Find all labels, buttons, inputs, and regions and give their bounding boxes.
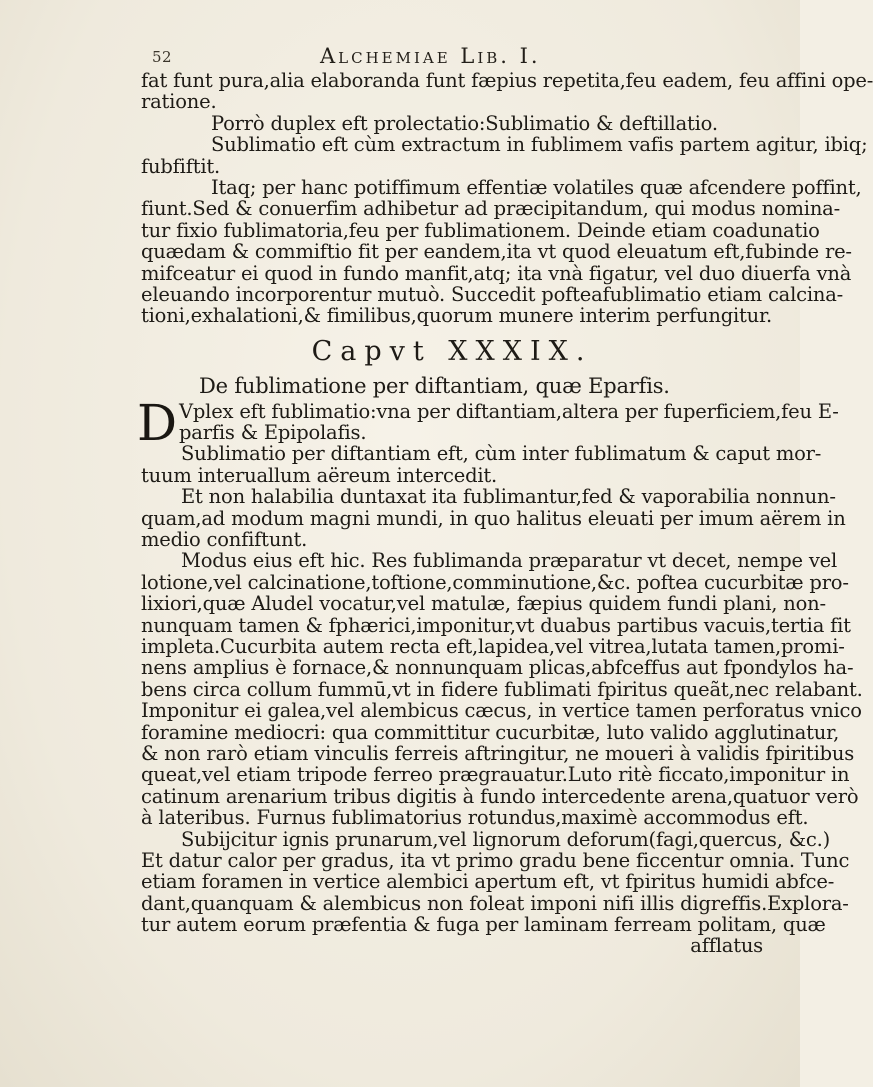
text-line: fubfiftit. — [141, 154, 221, 178]
text-line: Sublimatio per diftantiam eft, cùm inter fublimatum & caput mor- — [181, 442, 822, 466]
intro-paragraphs — [141, 69, 873, 328]
text-line: Subijcitur ignis prunarum,vel lignorum deforum(fagi,quercus, &c.) — [181, 827, 831, 851]
drop-cap: D — [137, 393, 177, 452]
text-line: Et datur calor per gradus, ita vt primo gradu bene ficcentur omnia. Tunc — [141, 848, 850, 872]
text-line: medio confiftunt. — [141, 528, 308, 552]
text-line: lixiori,quæ Aludel vocatur,vel matulæ, fæpius quidem fundi plani, non- — [141, 592, 826, 616]
text-line: Et non halabilia duntaxat ita fublimantur,fed & vaporabilia nonnun- — [181, 485, 836, 509]
text-line: & non rarò etiam vinculis ferreis aftringitur, ne moueri à validis fpiritibus — [141, 741, 855, 765]
text-line: tuum interuallum aëreum intercedit. — [141, 463, 498, 487]
text-line: dant,quanquam & alembicus non foleat imponi nifi illis digreffis.Explora- — [141, 891, 849, 915]
text-line: mifceatur ei quod in fundo manfit,atq; ita vnà figatur, vel duo diuerfa vnà — [141, 261, 852, 285]
catchword: afflatus — [690, 934, 763, 958]
text-line: nens amplius è fornace,& nonnunquam plicas,abfceffus aut fpondylos ha- — [141, 656, 854, 680]
text-line: quam,ad modum magni mundi, in quo halitus eleuati per imum aërem in — [141, 506, 846, 530]
text-line: Itaq; per hanc potiffimum effentiæ volatiles quæ afcendere poffint, — [211, 175, 862, 199]
text-line: fat funt pura,alia elaboranda funt fæpius repetita,feu eadem, feu affini ope- — [141, 69, 873, 92]
opening-paragraph — [137, 393, 839, 452]
text-line: Imponitur ei galea,vel alembicus cæcus, in vertice tamen perforatus vnico — [141, 699, 862, 723]
text-line: quædam & commiftio fit per eandem,ita vt quod eleuatum eft,fubinde re- — [141, 240, 852, 264]
text-line: Vplex eft fublimatio:vna per diftantiam,altera per fuperficiem,feu E- — [179, 399, 839, 423]
text-line: foramine mediocri: qua committitur cucurbitæ, luto valido agglutinatur, — [141, 720, 840, 744]
text-line: à lateribus. Furnus fublimatorius rotundus,maximè accommodus eft. — [141, 806, 809, 830]
text-line: lotione,vel calcinatione,toftione,comminutione,&c. poftea cucurbitæ pro- — [141, 570, 849, 594]
text-line: bens circa collum fummū,vt in fidere fublimati fpiritus queãt,nec relabant. — [141, 677, 863, 701]
text-line: Sublimatio eft cùm extractum in fublimem vafis partem agitur, ibiq; — [211, 133, 868, 157]
text-line: tur autem eorum præfentia & fuga per laminam ferream politam, quæ — [141, 913, 826, 937]
text-line: Modus eius eft hic. Res fublimanda præparatur vt decet, nempe vel — [181, 549, 838, 573]
text-line: impleta.Cucurbita autem recta eft,lapidea,vel vitrea,lutata tamen,promi- — [141, 634, 845, 658]
page-number: 52 — [152, 48, 173, 66]
text-line: ratione. — [141, 90, 217, 114]
chapter-subtitle: De fublimatione per diftantiam, quæ Eparfis. — [199, 373, 670, 398]
chapter-heading: Capvt XXXIX. — [311, 335, 593, 367]
text-line: etiam foramen in vertice alembici apertum eft, vt fpiritus humidi abfce- — [141, 870, 835, 894]
text-line: Porrò duplex eft prolectatio:Sublimatio & deftillatio. — [211, 111, 718, 135]
text-line: eleuando incorporentur mutuò. Succedit pofteafublimatio etiam calcina- — [141, 282, 844, 306]
text-line: tioni,exhalationi,& fimilibus,quorum munere interim perfungitur. — [141, 304, 773, 328]
text-line: fiunt.Sed & conuerfim adhibetur ad præcipitandum, qui modus nomina- — [141, 197, 840, 221]
text-line: catinum arenarium tribus digitis à fundo intercedente arena,quatuor verò — [141, 784, 859, 808]
main-paragraphs — [141, 442, 863, 958]
running-title: Alchemiae Lib. I. — [320, 44, 541, 68]
text-line: queat,vel etiam tripode ferreo prægrauatur.Luto ritè ficcato,imponitur in — [141, 763, 850, 787]
text-block — [137, 69, 873, 958]
text-line: tur fixio fublimatoria,feu per fublimationem. Deinde etiam coadunatio — [141, 218, 820, 242]
text-line: nunquam tamen & fphærici,imponitur,vt duabus partibus vacuis,tertia fit — [141, 613, 851, 637]
text-line: parfis & Epipolafis. — [179, 421, 367, 445]
